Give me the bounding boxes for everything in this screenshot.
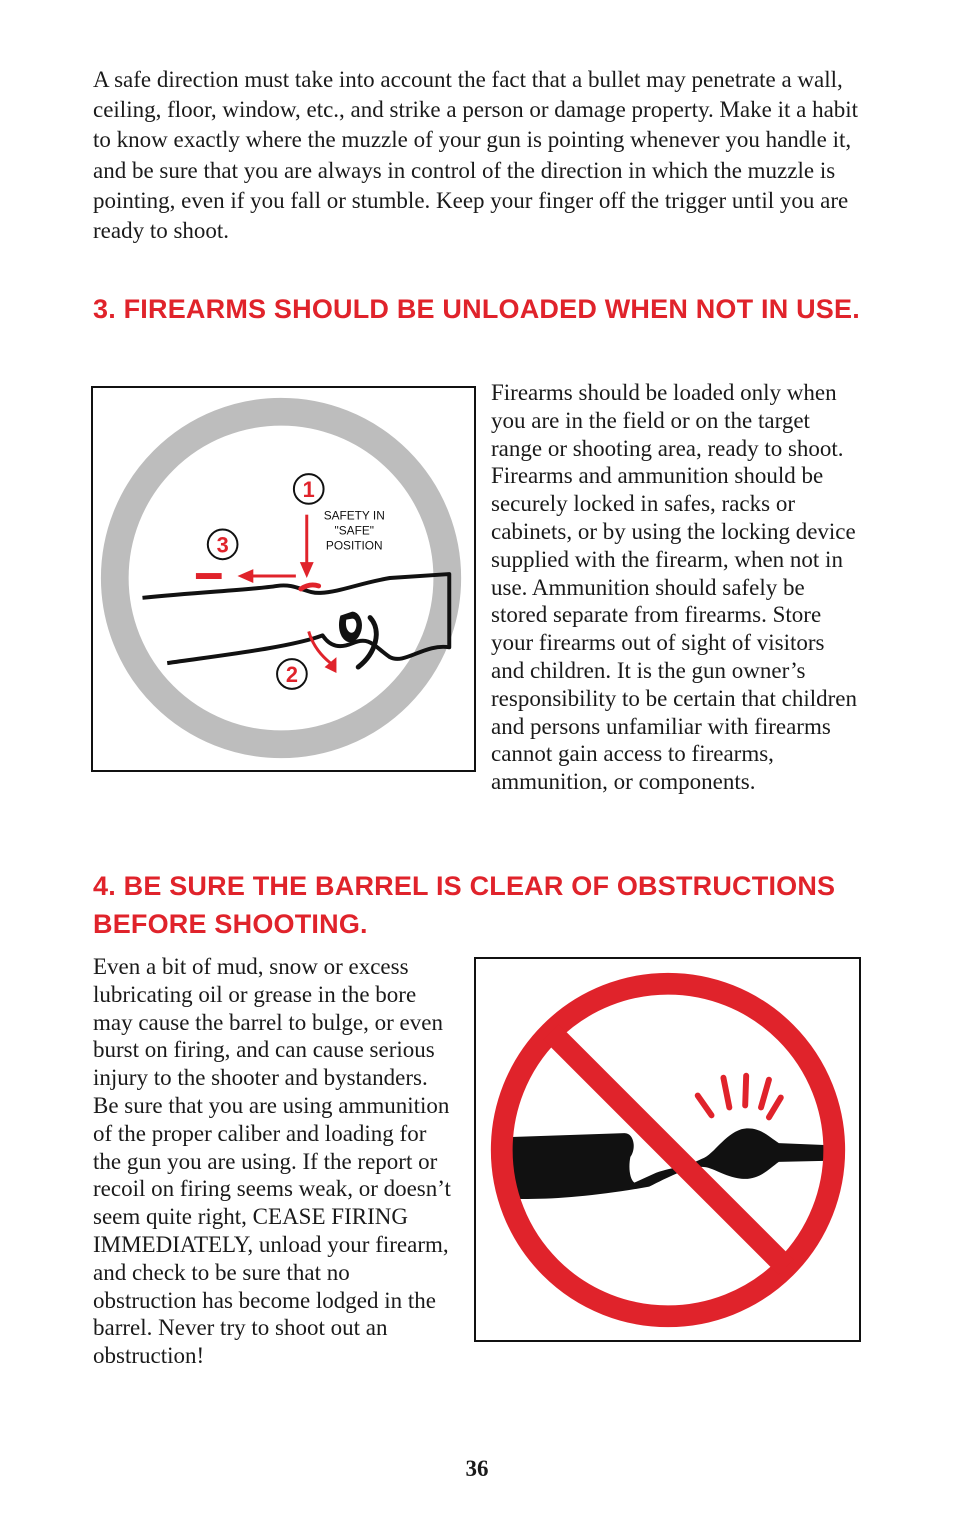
rifle-outline [142, 574, 449, 663]
safety-bar-icon [196, 573, 222, 579]
section-4-body: Even a bit of mud, snow or excess lubricating oil or grease in the bore may cause the barrel to bulge, or even burst on firing, and can cause serious injury to the shooter and bystanders. Be sure that you are using ammunition of the proper caliber and loading for the gun you are using. If the report or recoil on firing seems weak, or doesn’t seem quite right, CEASE FIRING IMMEDIATELY, unload your firearm, and check to be sure that no obstruction has become lodged in the barrel. Never try to shoot out an obstruction! [93, 954, 451, 1369]
step-3-marker [208, 530, 238, 560]
svg-text:3: 3 [216, 532, 229, 558]
svg-text:POSITION: POSITION [325, 538, 383, 553]
svg-text:1: 1 [302, 476, 315, 502]
step-2-marker [277, 659, 307, 689]
safety-position-figure [91, 386, 476, 772]
section-4-heading: 4. BE SURE THE BARREL IS CLEAR OF OBSTRUCTIONS BEFORE SHOOTING. [93, 871, 836, 939]
safety-lever [301, 585, 319, 589]
intro-paragraph: A safe direction must take into account the fact that a bullet may penetrate a wall, ceiling, floor, window, etc., and strike a person or damage property. Make it a habit to know exactly where the muzzle of your gun is pointing whenever you handle it, and be sure that you are always in control of the direction in which the muzzle is pointing, even if you fall or stumble. Keep your finger off the trigger until you are ready to shoot. [93, 67, 859, 244]
svg-text:2: 2 [285, 661, 298, 687]
barrel-obstruction-figure [474, 957, 861, 1342]
section-3-body: Firearms should be loaded only when you are in the field or on the target range or shooting area, ready to shoot. Firearms and ammunition should be securely locked in safes, racks or cabinets, or by using the locking device supplied with the firearm, when not in use. Ammunition should safely be stored separate from firearms. Store your firearms out of sight of visitors and children. It is the gun owner’s responsibility to be certain that children and persons unfamiliar with firearms cannot gain access to firearms, ammunition, or components. [491, 380, 857, 795]
svg-text:SAFETY IN: SAFETY IN [323, 508, 385, 523]
page-number: 36 [465, 1456, 489, 1481]
section-3-heading: 3. FIREARMS SHOULD BE UNLOADED WHEN NOT IN USE. [93, 294, 860, 324]
svg-text:"SAFE": "SAFE" [334, 523, 374, 538]
rifle-safety-diagram [93, 388, 474, 770]
burst-lines-icon [698, 1076, 781, 1118]
step-1-marker [294, 474, 324, 504]
no-obstruction-diagram [476, 959, 859, 1340]
safety-caption [324, 509, 385, 553]
